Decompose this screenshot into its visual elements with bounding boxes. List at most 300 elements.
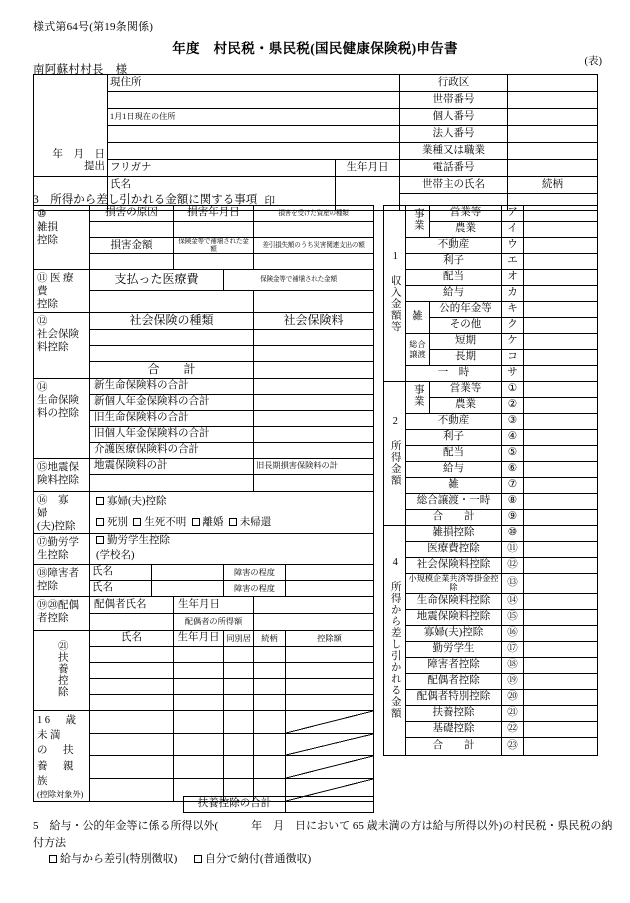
header-value-3[interactable]	[508, 126, 598, 143]
income2-row-mark-6: ⑦	[502, 478, 524, 494]
iryohi-label-2: 控除	[37, 299, 58, 311]
shogai-label-2: 控除	[37, 581, 58, 593]
income1-row-input-5[interactable]	[524, 286, 598, 302]
income1-row-name-4: 配当	[406, 270, 502, 286]
fuyou-col-4: 控除額	[286, 630, 374, 646]
zasson-label-1: 雑損	[37, 222, 58, 234]
jishin-col2-header: 旧長期損害保険料の計	[254, 458, 374, 474]
zasson-number: ⑩	[37, 209, 47, 220]
fuyou-col-2: 同別居	[224, 630, 254, 646]
income1-group-jouto	[406, 334, 430, 366]
minor-birth-input-0[interactable]	[174, 710, 224, 733]
seimei-input-0[interactable]	[254, 378, 374, 394]
jishin-col1-header: 地震保険料の計	[90, 458, 254, 474]
income1-row-mark-5: カ	[502, 286, 524, 302]
minor-label-1: の 扶 養 親	[37, 745, 89, 772]
income2-row-input-5[interactable]	[524, 462, 598, 478]
kinro-row-label	[34, 533, 90, 564]
seimei-row-label-2: 旧生命保険料の合計	[90, 410, 254, 426]
iryohi-covered-input[interactable]	[254, 291, 374, 312]
income-section1-label	[384, 206, 406, 382]
minor-live-input-0[interactable]	[224, 710, 254, 733]
kafu-opt2-label: 離婚	[202, 516, 224, 528]
shogai-degree-label-2: 障害の程度	[224, 580, 286, 596]
jan1-address-input[interactable]	[108, 126, 400, 143]
submit-date-cell	[34, 75, 108, 177]
haigusha-birth-label: 生年月日	[174, 596, 254, 613]
income1-row-input-4[interactable]	[524, 270, 598, 286]
jishin-input-1[interactable]	[90, 474, 254, 491]
fuyou-amount-input-3[interactable]	[286, 694, 374, 710]
kinro-option-main[interactable]	[90, 533, 374, 549]
minor-rel-input-0[interactable]	[254, 710, 286, 733]
minor-birth-input-2[interactable]	[174, 756, 224, 779]
fuyou-live-input-1[interactable]	[224, 662, 254, 678]
income2-row-mark-3: ④	[502, 430, 524, 446]
shogai-degree-input-2[interactable]	[286, 580, 374, 596]
income1-row-input-0[interactable]	[524, 206, 598, 222]
ded-row-input-2[interactable]	[524, 558, 598, 574]
front-side-marker: (表)	[584, 56, 602, 67]
minor-name-input-1[interactable]	[90, 733, 174, 756]
seimei-row-label-4: 介護医療保険料の合計	[90, 442, 254, 458]
fuyou-total-label: 扶養控除の合計	[184, 797, 286, 813]
ded-row-mark-12: ㉒	[502, 721, 524, 737]
fuyou-col-1: 生年月日	[174, 630, 224, 646]
ded-row-name-9: 配偶者控除	[406, 673, 502, 689]
ded-row-input-13[interactable]	[524, 737, 598, 755]
fuyou-live-input-0[interactable]	[224, 646, 254, 662]
income1-row-mark-8: ケ	[502, 334, 524, 350]
fuyou-col-0: 氏名	[90, 630, 174, 646]
ded-row-input-10[interactable]	[524, 689, 598, 705]
form-number: 様式第64号(第19条関係)	[33, 21, 154, 33]
income1-row-mark-0: ア	[502, 206, 524, 222]
zasson-col4-header: 損害金額	[90, 238, 174, 254]
haigusha-name-label: 配偶者氏名	[90, 596, 174, 613]
ded-row-name-1: 医療費控除	[406, 542, 502, 558]
header-value-0[interactable]	[508, 75, 598, 92]
minor-amount-cell-2	[286, 756, 374, 779]
ded-row-input-0[interactable]	[524, 526, 598, 542]
kinro-label-2: 生控除	[37, 550, 69, 562]
shogai-label-1: ⑱障害者	[37, 567, 79, 579]
fuyou-total-table	[183, 796, 374, 813]
haigusha-label-2: 者控除	[37, 613, 69, 625]
income2-jigyou-label: 事業	[412, 383, 424, 407]
minor-label-0: 16 歳未満	[37, 714, 79, 742]
shogai-name-label-2: 氏名	[90, 580, 152, 596]
fuyou-name-input-2[interactable]	[90, 678, 174, 694]
income2-row-mark-8: ⑨	[502, 510, 524, 526]
section5-options[interactable]	[33, 851, 613, 868]
income1-row-mark-1: イ	[502, 222, 524, 238]
kinro-main-label: 勤労学生控除	[107, 535, 170, 547]
income1-row-input-9[interactable]	[524, 350, 598, 366]
kafu-opt3-label: 未帰還	[239, 516, 272, 528]
income-section2-vlabel: 2 所得金額	[389, 416, 401, 487]
seimei-input-1[interactable]	[254, 394, 374, 410]
income1-row-input-1[interactable]	[524, 222, 598, 238]
kafu-label-1: ⑯ 寡 婦	[37, 494, 79, 519]
fuyou-col-3: 続柄	[254, 630, 286, 646]
zasson-col3-header: 損害を受けた資産の種類	[254, 206, 374, 222]
income1-row-input-10[interactable]	[524, 366, 598, 382]
shogai-row-label	[34, 564, 90, 596]
zasson-col6-header: 差引損失額のうち災害関連支出の額	[254, 238, 374, 254]
zasson-cause-input[interactable]	[90, 222, 174, 238]
zasson-related-input[interactable]	[254, 254, 374, 270]
fuyou-row-label	[34, 630, 90, 710]
shakai-amount-input-2[interactable]	[254, 345, 374, 361]
income2-row-mark-2: ③	[502, 414, 524, 430]
income1-jouto-label: 総合譲渡	[409, 340, 426, 359]
income-deduction-table	[383, 205, 598, 756]
ded-row-name-7: 勤労学生	[406, 641, 502, 657]
income1-row-mark-2: ウ	[502, 238, 524, 254]
ded-row-input-8[interactable]	[524, 657, 598, 673]
ded-row-mark-3: ⑬	[502, 574, 524, 594]
seimei-input-2[interactable]	[254, 410, 374, 426]
haigusha-label-1: ⑲⑳配偶	[37, 599, 79, 611]
kafu-option-main[interactable]	[90, 491, 374, 512]
shakai-label-1: 社会保険	[37, 328, 79, 340]
seimei-input-4[interactable]	[254, 442, 374, 458]
income1-row-input-2[interactable]	[524, 238, 598, 254]
kinro-main-checkbox[interactable]	[96, 536, 104, 544]
payment-special-checkbox[interactable]	[49, 855, 57, 863]
kafu-opt3-checkbox[interactable]	[229, 518, 237, 526]
income2-row-input-8[interactable]	[524, 510, 598, 526]
zasson-label-2: 控除	[37, 235, 58, 247]
zasson-col2-header: 損害年月日	[174, 206, 254, 222]
birth-date-label: 生年月日	[336, 160, 400, 177]
minor-row-label	[34, 710, 90, 801]
ded-row-input-4[interactable]	[524, 593, 598, 609]
haigusha-income-label: 配偶者の所得額	[174, 613, 254, 630]
haigusha-name-input[interactable]	[90, 613, 174, 630]
shakai-row-label	[34, 312, 90, 378]
jishin-row-label	[34, 458, 90, 491]
ded-row-input-7[interactable]	[524, 641, 598, 657]
ded-row-name-6: 寡婦(夫)控除	[406, 625, 502, 641]
page-title: 年度 村民税・県民税(国民健康保険税)申告書	[172, 41, 458, 56]
iryohi-col2-header: 保険金等で補塡された金額	[224, 270, 374, 291]
fuyou-rel-input-1[interactable]	[254, 662, 286, 678]
ded-row-mark-6: ⑯	[502, 625, 524, 641]
header-label-1: 世帯番号	[400, 92, 508, 109]
income1-row-name-2: 不動産	[406, 238, 502, 254]
seimei-row-label-3: 旧個人年金保険料の合計	[90, 426, 254, 442]
zasson-col1-header: 損害の原因	[90, 206, 174, 222]
income1-row-name-9: 長期	[430, 350, 502, 366]
shakai-col2-header: 社会保険料	[254, 312, 374, 329]
income2-row-name-6: 雑	[406, 478, 502, 494]
fuyou-live-input-2[interactable]	[224, 678, 254, 694]
fuyou-name-input-0[interactable]	[90, 646, 174, 662]
income2-row-name-7: 総合譲渡・一時	[406, 494, 502, 510]
iryohi-row-label	[34, 270, 90, 312]
income2-row-mark-7: ⑧	[502, 494, 524, 510]
kinro-school-row[interactable]	[90, 549, 374, 565]
income1-row-input-3[interactable]	[524, 254, 598, 270]
income1-row-name-5: 給与	[406, 286, 502, 302]
ded-row-mark-4: ⑭	[502, 593, 524, 609]
payment-special-label: 給与から差引(特別徴収)	[60, 853, 178, 865]
shakai-total-label: 合 計	[90, 361, 254, 378]
ded-row-mark-9: ⑲	[502, 673, 524, 689]
fuyou-rel-input-0[interactable]	[254, 646, 286, 662]
income2-row-mark-0: ①	[502, 382, 524, 398]
shogai-degree-input-1[interactable]	[286, 564, 374, 580]
income2-row-input-2[interactable]	[524, 414, 598, 430]
seal-label: 印	[108, 194, 336, 211]
kinro-school-label: (学校名)	[96, 550, 135, 562]
ded-row-name-13: 合 計	[406, 737, 502, 755]
income1-row-mark-10: サ	[502, 366, 524, 382]
kafu-options-row[interactable]	[90, 512, 374, 533]
ded-row-mark-0: ⑩	[502, 526, 524, 542]
shakai-amount-input-1[interactable]	[254, 329, 374, 345]
ded-row-mark-11: ㉑	[502, 705, 524, 721]
payment-normal-label: 自分で納付(普通徴収)	[204, 853, 312, 865]
zasson-insurance-input[interactable]	[174, 254, 254, 270]
minor-label-2: 族	[37, 775, 50, 787]
seimei-number: ⑭	[37, 381, 48, 393]
income1-row-input-7[interactable]	[524, 318, 598, 334]
kafu-opt2-checkbox[interactable]	[192, 518, 200, 526]
ded-row-input-12[interactable]	[524, 721, 598, 737]
header-label-6: 世帯主の氏名	[400, 177, 508, 194]
haigusha-header-blank	[254, 596, 374, 613]
minor-live-input-2[interactable]	[224, 756, 254, 779]
kafu-main-checkbox[interactable]	[96, 497, 104, 505]
shogai-name-input-2[interactable]	[152, 580, 224, 596]
section5-block	[33, 818, 613, 868]
income1-row-mark-9: コ	[502, 350, 524, 366]
ded-row-input-6[interactable]	[524, 625, 598, 641]
shakai-type-input-1[interactable]	[90, 329, 254, 345]
minor-rel-input-1[interactable]	[254, 733, 286, 756]
income2-row-input-4[interactable]	[524, 446, 598, 462]
income1-row-mark-6: キ	[502, 302, 524, 318]
shakai-type-input-2[interactable]	[90, 345, 254, 361]
jishin-label-2: 険料控除	[37, 474, 79, 486]
header-value-2[interactable]	[508, 109, 598, 126]
fuyou-rel-input-3[interactable]	[254, 694, 286, 710]
shakai-label-2: 料控除	[37, 341, 69, 353]
fuyou-birth-input-3[interactable]	[174, 694, 224, 710]
section3-heading: 3 所得から差し引かれる金額に関する事項	[33, 194, 258, 206]
header-label-5: 電話番号	[400, 160, 508, 177]
fuyou-birth-input-0[interactable]	[174, 646, 224, 662]
zasson-col5-header: 保険金等で補塡された金額	[174, 238, 254, 254]
ded-row-input-3[interactable]	[524, 574, 598, 594]
seimei-row-label	[34, 378, 90, 458]
ded-row-name-12: 基礎控除	[406, 721, 502, 737]
income-section2-label	[384, 382, 406, 526]
kafu-opt0-label: 死別	[107, 516, 128, 528]
ded-row-name-8: 障害者控除	[406, 657, 502, 673]
shakai-col1-header: 社会保険の種類	[90, 312, 254, 329]
ded-row-name-4: 生命保険料控除	[406, 593, 502, 609]
ded-row-mark-7: ⑰	[502, 641, 524, 657]
income1-row-name-3: 利子	[406, 254, 502, 270]
submit-label: 提出	[84, 160, 105, 172]
income2-row-mark-1: ②	[502, 398, 524, 414]
ded-row-name-0: 雑損控除	[406, 526, 502, 542]
minor-note: (控除対象外)	[37, 790, 84, 799]
header-value-5[interactable]	[508, 160, 598, 177]
income2-row-name-2: 不動産	[406, 414, 502, 430]
kinro-label-1: ⑰勤労学	[37, 536, 79, 548]
ded-row-mark-13: ㉓	[502, 737, 524, 755]
ded-row-name-10: 配偶者特別控除	[406, 689, 502, 705]
income2-row-name-4: 配当	[406, 446, 502, 462]
ded-row-mark-2: ⑫	[502, 558, 524, 574]
ded-row-input-1[interactable]	[524, 542, 598, 558]
minor-name-input-2[interactable]	[90, 756, 174, 779]
income1-group-jigyou	[406, 206, 430, 238]
ded-row-name-11: 扶養控除	[406, 705, 502, 721]
minor-name-input-3[interactable]	[90, 779, 174, 802]
jishin-label-1: ⑮地震保	[37, 461, 79, 473]
seimei-row-label-1: 新個人年金保険料の合計	[90, 394, 254, 410]
income-section4-label	[384, 526, 406, 756]
iryohi-label-1: ⑪医療費	[37, 273, 76, 298]
fuyou-total-input[interactable]	[286, 797, 374, 813]
income1-row-mark-7: ク	[502, 318, 524, 334]
zasson-date-input[interactable]	[174, 222, 254, 238]
kafu-opt1-checkbox[interactable]	[133, 518, 141, 526]
income2-row-mark-4: ⑤	[502, 446, 524, 462]
seimei-label-2: 料の控除	[37, 407, 79, 419]
fuyou-birth-input-1[interactable]	[174, 662, 224, 678]
minor-name-input-0[interactable]	[90, 710, 174, 733]
fuyou-name-input-3[interactable]	[90, 694, 174, 710]
income-section4-vlabel: 4 所得から差し引かれる金額	[389, 557, 401, 720]
seimei-input-3[interactable]	[254, 426, 374, 442]
income1-row-mark-3: エ	[502, 254, 524, 270]
fuyou-amount-input-1[interactable]	[286, 662, 374, 678]
minor-rel-input-2[interactable]	[254, 756, 286, 779]
income1-row-input-6[interactable]	[524, 302, 598, 318]
fuyou-amount-input-2[interactable]	[286, 678, 374, 694]
ded-row-mark-5: ⑮	[502, 609, 524, 625]
ded-row-mark-1: ⑪	[502, 542, 524, 558]
seimei-row-label-0: 新生命保険料の合計	[90, 378, 254, 394]
minor-amount-cell-0	[286, 710, 374, 733]
minor-birth-input-1[interactable]	[174, 733, 224, 756]
minor-live-input-1[interactable]	[224, 733, 254, 756]
seimei-label-1: 生命保険	[37, 394, 79, 406]
kafu-main-label: 寡婦(夫)控除	[107, 495, 167, 507]
fuyou-live-input-3[interactable]	[224, 694, 254, 710]
income1-row-input-8[interactable]	[524, 334, 598, 350]
income2-row-input-6[interactable]	[524, 478, 598, 494]
income-section1-vlabel: 1 収入金額等	[389, 250, 401, 333]
shogai-degree-label-1: 障害の程度	[224, 564, 286, 580]
ded-row-mark-10: ⑳	[502, 689, 524, 705]
income1-row-name-7: その他	[430, 318, 502, 334]
income2-row-name-0: 営業等	[430, 382, 502, 398]
deduction-details-table	[33, 205, 374, 802]
zasson-asset-input[interactable]	[254, 222, 374, 238]
income2-row-name-8: 合 計	[406, 510, 502, 526]
header-value-1[interactable]	[508, 92, 598, 109]
income2-row-name-5: 給与	[406, 462, 502, 478]
income1-group-zatsu	[406, 302, 430, 334]
income1-row-name-1: 農業	[430, 222, 502, 238]
income1-row-name-8: 短期	[430, 334, 502, 350]
haigusha-income-input[interactable]	[254, 613, 374, 630]
fuyou-amount-input-0[interactable]	[286, 646, 374, 662]
kafu-opt0-checkbox[interactable]	[96, 518, 104, 526]
income2-group-jigyou	[406, 382, 430, 414]
ded-row-mark-8: ⑱	[502, 657, 524, 673]
zasson-row-label	[34, 206, 90, 270]
ded-row-name-2: 社会保険料控除	[406, 558, 502, 574]
header-label-3: 法人番号	[400, 126, 508, 143]
furigana-label: フリガナ	[108, 160, 336, 177]
income1-jigyou-label: 事業	[412, 207, 424, 231]
income1-row-name-10: 一 時	[406, 366, 502, 382]
fuyou-name-input-1[interactable]	[90, 662, 174, 678]
kafu-label-2: (夫)控除	[37, 520, 76, 532]
header-value-6: 続柄	[508, 177, 598, 194]
fuyou-label: ㉑扶養控除	[56, 639, 68, 698]
jan1-address-input-2[interactable]	[108, 143, 400, 160]
ded-row-name-5: 地震保険料控除	[406, 609, 502, 625]
fuyou-rel-input-2[interactable]	[254, 678, 286, 694]
fuyou-birth-input-2[interactable]	[174, 678, 224, 694]
income2-row-input-3[interactable]	[524, 430, 598, 446]
shogai-name-input-1[interactable]	[152, 564, 224, 580]
income2-row-input-0[interactable]	[524, 382, 598, 398]
addressee-label: 南阿蘇村村長 様	[33, 64, 128, 76]
section5-line1: 5 給与・公的年金等に係る所得以外( 年 月 日において 65 歳未満の方は給与所得以外)の村民税・県民税の納付方法	[33, 820, 613, 849]
iryohi-paid-input[interactable]	[90, 291, 254, 312]
shakai-total-input[interactable]	[254, 361, 374, 378]
kafu-opt1-label: 生死不明	[144, 516, 187, 528]
jishin-input-2[interactable]	[254, 474, 374, 491]
income2-row-name-1: 農業	[430, 398, 502, 414]
income1-row-name-0: 営業等	[430, 206, 502, 222]
minor-amount-cell-1	[286, 733, 374, 756]
current-address-input[interactable]	[108, 92, 400, 109]
income2-row-name-3: 利子	[406, 430, 502, 446]
iryohi-col1-header: 支払った医療費	[90, 270, 224, 291]
header-label-2: 個人番号	[400, 109, 508, 126]
header-label-4: 業種又は職業	[400, 143, 508, 160]
income2-row-input-7[interactable]	[524, 494, 598, 510]
income1-row-mark-4: オ	[502, 270, 524, 286]
ded-row-input-11[interactable]	[524, 705, 598, 721]
income1-row-name-6: 公的年金等	[430, 302, 502, 318]
submit-date-label: 年 月 日	[52, 148, 105, 160]
current-address-label: 現住所	[108, 75, 400, 92]
shakai-number: ⑫	[37, 315, 48, 327]
income2-row-input-1[interactable]	[524, 398, 598, 414]
header-label-0: 行政区	[400, 75, 508, 92]
ded-row-input-5[interactable]	[524, 609, 598, 625]
header-value-4[interactable]	[508, 143, 598, 160]
ded-row-input-9[interactable]	[524, 673, 598, 689]
name-label: 氏名	[108, 177, 336, 194]
zasson-amount-input[interactable]	[90, 254, 174, 270]
income2-row-mark-5: ⑥	[502, 462, 524, 478]
payment-normal-checkbox[interactable]	[194, 855, 202, 863]
